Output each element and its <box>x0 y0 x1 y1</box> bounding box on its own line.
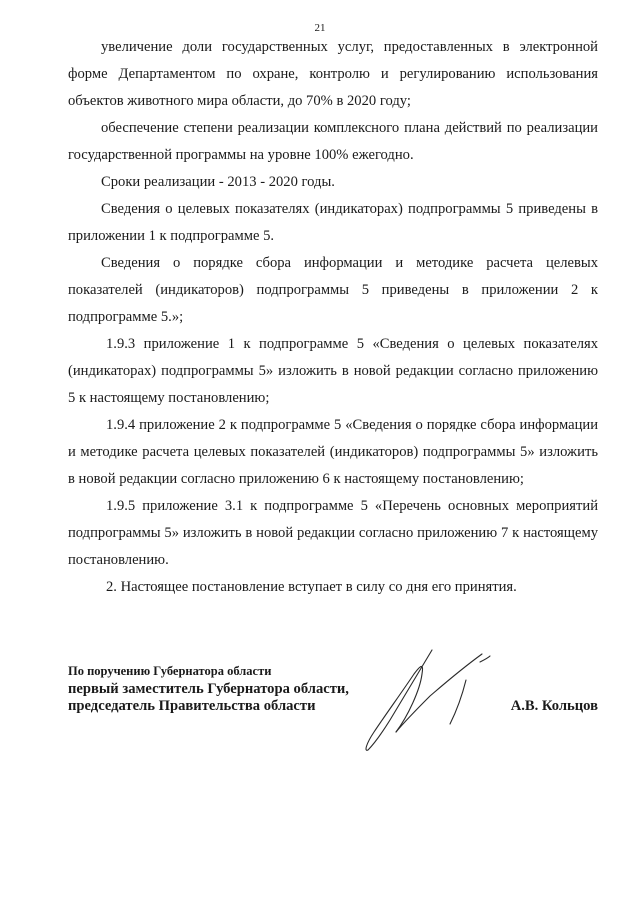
document-body <box>68 34 598 601</box>
paragraph: Сроки реализации - 2013 - 2020 годы. <box>101 174 335 190</box>
paragraph: 1.9.4 приложение 2 к подпрограмме 5 «Сведения о порядке сбора информации и методике расчета целевых показателей (индикаторов) подпрограммы 5» изложить в новой редакции согласно приложению 6 к настоящему постановлению; <box>68 417 598 487</box>
position-line-1: первый заместитель Губернатора области, <box>68 681 349 697</box>
paragraph: обеспечение степени реализации комплексного плана действий по реализации государственной программы на уровне 100% ежегодно. <box>68 120 598 163</box>
paragraph: Сведения о порядке сбора информации и методике расчета целевых показателей (индикаторов) подпрограммы 5 приведены в приложении 2 к подпрограмме 5.»; <box>68 255 598 325</box>
page-number: 21 <box>314 22 326 34</box>
signature-block <box>68 664 598 764</box>
on-behalf-line: По поручению Губернатора области <box>68 664 272 678</box>
handwritten-signature <box>350 640 500 760</box>
paragraph: 1.9.3 приложение 1 к подпрограмме 5 «Сведения о целевых показателях (индикаторах) подпрограммы 5» изложить в новой редакции согласно приложению 5 к настоящему постановлению; <box>68 336 598 406</box>
position-line-2: председатель Правительства области <box>68 698 316 714</box>
signatory-name: А.В. Кольцов <box>510 698 598 714</box>
paragraph: 2. Настоящее постановление вступает в силу со дня его принятия. <box>106 579 517 595</box>
paragraph: Сведения о целевых показателях (индикаторах) подпрограммы 5 приведены в приложении 1 к подпрограмме 5. <box>68 201 598 244</box>
paragraph: увеличение доли государственных услуг, предоставленных в электронной форме Департаментом по охране, контролю и регулированию использования объектов животного мира области, до 70% в 2020 году; <box>68 39 598 109</box>
paragraph: 1.9.5 приложение 3.1 к подпрограмме 5 «Перечень основных мероприятий подпрограммы 5» изложить в новой редакции согласно приложению 7 к настоящему постановлению. <box>68 498 598 568</box>
